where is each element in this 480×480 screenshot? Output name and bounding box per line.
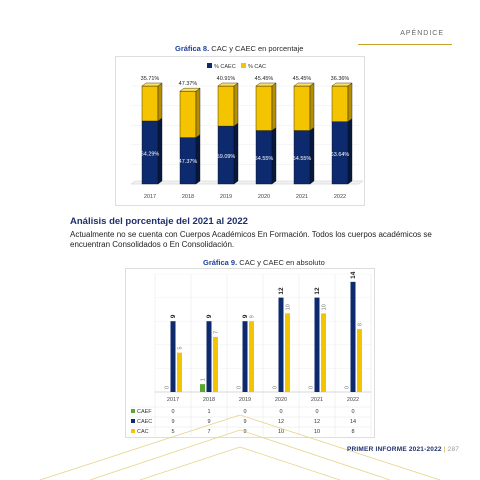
data-label-caef-2018: 1 <box>200 378 207 382</box>
legend-label-cac: % CAC <box>248 64 267 70</box>
table-cell-cac-2021: 10 <box>313 429 321 435</box>
data-label-caef-2020: 0 <box>272 385 279 389</box>
table-cell-caec-2020: 12 <box>277 419 285 425</box>
table-cell-cac-2020: 10 <box>277 429 285 435</box>
bar-cac-side-2020 <box>272 83 276 131</box>
bar-cac-side-2017 <box>158 83 162 121</box>
x-tick-2019: 2019 <box>238 397 252 403</box>
data-label-cac-2018: 7 <box>213 330 220 334</box>
data-label-cac-2022: 36.36% <box>330 76 350 82</box>
data-label-cac-2019: 9 <box>249 315 256 319</box>
table-cell-caef-2017: 0 <box>171 409 175 415</box>
data-label-caec-2021: 54.55% <box>292 155 312 162</box>
table-cell-caec-2017: 9 <box>171 419 175 425</box>
bar-cac-2018 <box>180 91 196 137</box>
chart8-caption <box>175 44 303 53</box>
x-tick-2017: 2017 <box>166 397 180 403</box>
data-label-cac-2022: 8 <box>357 323 364 327</box>
bar-caec-2021 <box>315 298 320 392</box>
chart8-container <box>115 56 365 206</box>
bar-cac-2017 <box>142 86 158 121</box>
table-cell-cac-2017: 5 <box>171 429 175 435</box>
table-cell-caef-2019: 0 <box>243 409 247 415</box>
x-tick-2021: 2021 <box>295 194 309 200</box>
data-label-caef-2017: 0 <box>164 385 171 389</box>
table-cell-caef-2020: 0 <box>279 409 283 415</box>
table-cell-cac-2019: 9 <box>243 429 247 435</box>
data-label-cac-2021: 45.45% <box>292 76 312 82</box>
legend-label-caec: % CAEC <box>214 64 236 70</box>
table-cell-cac-2018: 7 <box>207 429 211 435</box>
bar-cac-side-2022 <box>348 83 352 122</box>
header-rule <box>358 44 452 45</box>
data-label-cac-2018: 47.37% <box>178 81 198 88</box>
bar-caef-2018 <box>200 384 205 392</box>
table-cell-caec-2021: 12 <box>313 419 321 425</box>
data-label-caec-2020: 12 <box>278 287 285 295</box>
chart8-floor <box>131 181 363 184</box>
data-label-caec-2020: 54.55% <box>254 155 274 162</box>
data-label-cac-2020: 45.45% <box>254 76 274 82</box>
bar-caec-2019 <box>243 321 248 392</box>
data-label-caef-2022: 0 <box>344 385 351 389</box>
chart8-caption-text: CAC y CAEC en porcentaje <box>211 44 304 53</box>
data-label-caec-2018: 9 <box>206 314 213 319</box>
table-cell-caef-2018: 1 <box>207 409 211 415</box>
data-label-caec-2019: 59.09% <box>216 153 236 160</box>
x-tick-2021: 2021 <box>310 397 324 403</box>
bar-cac-2022 <box>332 86 348 122</box>
bar-cac-2020 <box>256 86 272 131</box>
chart9-svg <box>125 268 375 438</box>
data-label-caec-2019: 9 <box>242 314 249 319</box>
x-tick-2017: 2017 <box>143 194 157 200</box>
chart9-caption-prefix: Gráfica 9. <box>203 258 238 267</box>
data-label-caef-2021: 0 <box>308 385 315 389</box>
table-cell-caef-2021: 0 <box>315 409 319 415</box>
table-cell-cac-2022: 8 <box>351 429 355 435</box>
bar-cac-side-2021 <box>310 83 314 131</box>
bar-caec-2018 <box>207 321 212 392</box>
x-tick-2018: 2018 <box>202 397 216 403</box>
footer-separator: | <box>443 446 446 453</box>
x-tick-2019: 2019 <box>219 194 233 200</box>
chart8-caption-prefix: Gráfica 8. <box>175 44 210 53</box>
x-tick-2022: 2022 <box>346 397 360 403</box>
x-tick-2020: 2020 <box>257 194 271 200</box>
data-label-cac-2020: 10 <box>285 304 292 311</box>
table-swatch-caef <box>131 409 135 413</box>
bar-cac-side-2018 <box>196 88 200 137</box>
data-label-caec-2022: 14 <box>350 271 357 279</box>
table-series-label-cac: CAC <box>137 429 149 435</box>
table-series-label-caef: CAEF <box>137 409 152 415</box>
x-tick-2018: 2018 <box>181 194 195 200</box>
footer-report: PRIMER INFORME 2021-2022 <box>347 446 442 453</box>
x-tick-2022: 2022 <box>333 194 347 200</box>
data-label-cac-2019: 40.91% <box>216 76 236 82</box>
chart9-container <box>125 268 375 438</box>
footer <box>347 446 459 453</box>
legend-swatch-caec <box>207 63 212 68</box>
chart9-caption-text: CAC y CAEC en absoluto <box>239 258 325 267</box>
table-cell-caec-2019: 9 <box>243 419 247 425</box>
table-cell-caec-2022: 14 <box>349 419 357 425</box>
chart8-svg <box>115 56 365 206</box>
x-tick-2020: 2020 <box>274 397 288 403</box>
data-label-caec-2018: 47.37% <box>178 159 198 166</box>
data-label-cac-2021: 10 <box>321 304 328 311</box>
table-series-label-caec: CAEC <box>137 419 153 425</box>
bar-caec-2020 <box>279 298 284 392</box>
bar-cac-2020 <box>285 313 290 392</box>
data-label-caec-2017: 64.29% <box>140 151 160 158</box>
chart9-caption <box>203 258 325 267</box>
bar-caec-2017 <box>171 321 176 392</box>
section-header: APÉNDICE <box>400 30 444 37</box>
bar-cac-side-2019 <box>234 83 238 126</box>
data-label-cac-2017: 5 <box>177 346 184 350</box>
bar-cac-2019 <box>249 321 254 392</box>
data-label-caec-2021: 12 <box>314 287 321 295</box>
legend-swatch-cac <box>241 63 246 68</box>
deco-line <box>140 447 340 480</box>
data-label-caef-2019: 0 <box>236 385 243 389</box>
page-number: 287 <box>447 446 460 453</box>
data-label-caec-2022: 63.64% <box>330 151 350 158</box>
bar-cac-2022 <box>357 329 362 392</box>
table-cell-caec-2018: 9 <box>207 419 211 425</box>
deco-line <box>90 430 390 480</box>
bar-cac-2017 <box>177 353 182 392</box>
section-title: Análisis del porcentaje del 2021 al 2022 <box>70 216 248 227</box>
section-paragraph: Actualmente no se cuenta con Cuerpos Académicos En Formación. Todos los cuerpos académicos se encuentran Consolidados o En Consolidación. <box>70 230 432 249</box>
bar-cac-2021 <box>294 86 310 131</box>
data-label-caec-2017: 9 <box>170 314 177 319</box>
bar-cac-2019 <box>218 86 234 126</box>
bar-cac-2021 <box>321 313 326 392</box>
bar-cac-2018 <box>213 337 218 392</box>
table-cell-caef-2022: 0 <box>351 409 355 415</box>
bar-caec-2022 <box>351 282 356 392</box>
data-label-cac-2017: 35.71% <box>140 76 160 82</box>
